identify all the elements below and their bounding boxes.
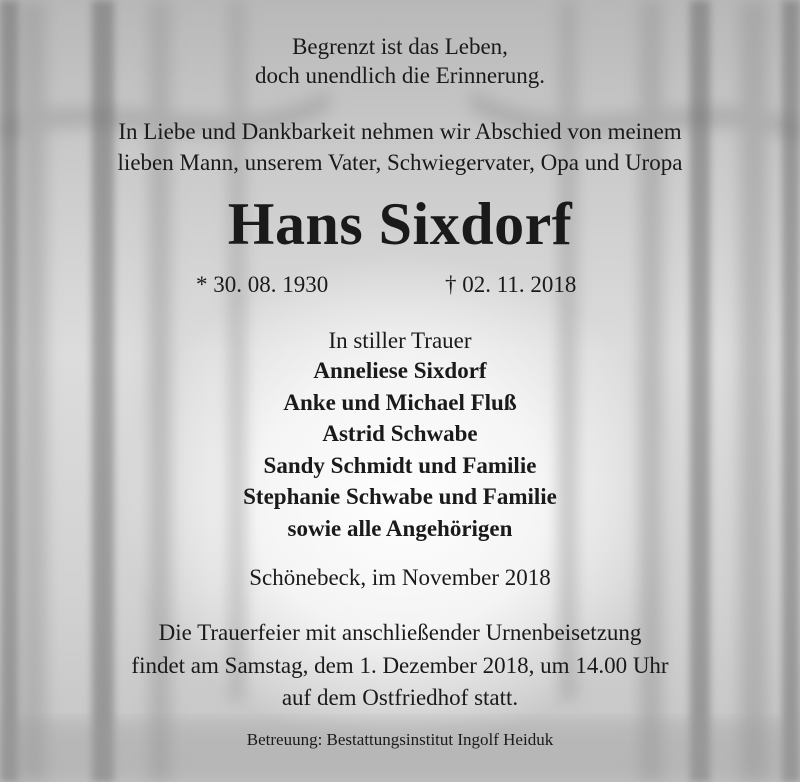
mourner-1: Anneliese Sixdorf [313,358,487,383]
place-date: Schönebeck, im November 2018 [249,565,551,590]
mourner-4: Sandy Schmidt und Familie [263,453,537,478]
intro-line-2: lieben Mann, unserem Vater, Schwiegervater, Opa und Uropa [117,150,683,175]
quote-line-1: Begrenzt ist das Leben, [292,34,508,59]
birth-date: * 30. 08. 1930 [196,272,329,297]
mourner-6: sowie alle Angehörigen [287,516,513,541]
mourner-5: Stephanie Schwabe und Familie [243,484,557,509]
service-line-1: Die Trauerfeier mit anschließender Urnenbeisetzung [158,620,642,645]
mourning-intro: In stiller Trauer [328,328,472,353]
mourner-2: Anke und Michael Fluß [283,390,517,415]
death-date: † 02. 11. 2018 [445,272,577,297]
service-line-2: findet am Samstag, dem 1. Dezember 2018, um 14.00 Uhr [131,653,669,678]
quote-line-2: doch unendlich die Erinnerung. [255,63,545,88]
intro-line-1: In Liebe und Dankbarkeit nehmen wir Abschied von meinem [118,119,682,144]
deceased-name: Hans Sixdorf [227,191,573,257]
funeral-home-credit: Betreuung: Bestattungsinstitut Ingolf Heiduk [246,730,554,749]
service-line-3: auf dem Ostfriedhof statt. [281,685,519,710]
mourner-3: Astrid Schwabe [322,421,478,446]
